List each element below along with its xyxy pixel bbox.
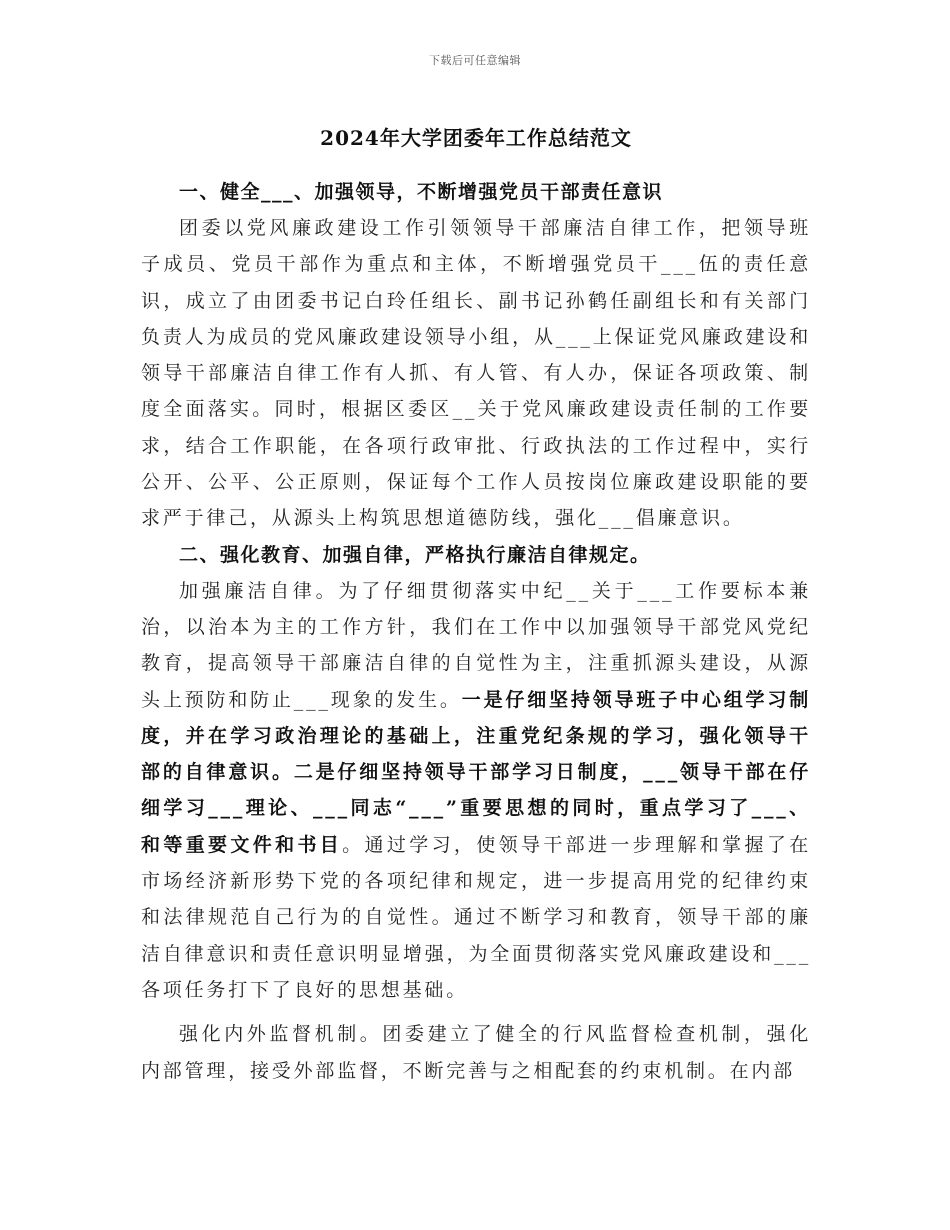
section-2-paragraph (141, 573, 811, 1009)
document-title: 2024年大学团委年工作总结范文 (320, 126, 632, 150)
section-1-heading: 一、健全___、加强领导，不断增强党员干部责任意识 (179, 181, 664, 203)
document-body (141, 122, 811, 1089)
section-2-closing-text: 。通过学习，使领导干部进一步理解和掌握了在市场经济新形势下党的各项纪律和规定，进一步提高用党的纪律约束和法律规范自己行为的自觉性。通过不断学习和教育，领导干部的廉洁自律意识和责任意识明显增强，为全面贯彻落实党风廉政建设和___各项任务打下了良好的思想基础。 (141, 833, 811, 1001)
section-2-paragraph-2: 强化内外监督机制。团委建立了健全的行风监督检查机制，强化内部管理，接受外部监督，不断完善与之相配套的约束机制。在内部 (141, 1023, 811, 1082)
header-note: 下载后可任意编辑 (429, 54, 521, 67)
section-2-bold-text: 一是仔细坚持领导班子中心组学习制度，并在学习政治理论的基础上，注重党纪条规的学习，强化领导干部的自律意识。二是仔细坚持领导干部学习日制度，___领导干部在仔细学习___理论、___同志“___”重要思想的同时，重点学习了___、和等重要文件和书目 (141, 688, 811, 856)
section-1-paragraph: 团委以党风廉政建设工作引领领导干部廉洁自律工作，把领导班子成员、党员干部作为重点和主体，不断增强党员干___伍的责任意识，成立了由团委书记白玲任组长、副书记孙鹤任副组长和有关部门负责人为成员的党风廉政建设领导小组，从___上保证党风廉政建设和领导干部廉洁自律工作有人抓、有人管、有人办，保证各项政策、制度全面落实。同时，根据区委区__关于党风廉政建设责任制的工作要求，结合工作职能，在各项行政审批、行政执法的工作过程中，实行公开、公平、公正原则，保证每个工作人员按岗位廉政建设职能的要求严于律己，从源头上构筑思想道德防线，强化___倡廉意识。 (141, 217, 811, 530)
section-2-intro-text: 加强廉洁自律。为了仔细贯彻落实中纪__关于___工作要标本兼治，以治本为主的工作方针，我们在工作中以加强领导干部党风党纪教育，提高领导干部廉洁自律的自觉性为主，注重抓源头建设，从源头上预防和防止___现象的发生。 (141, 579, 811, 711)
section-2-heading: 二、强化教育、加强自律，严格执行廉洁自律规定。 (179, 543, 651, 566)
